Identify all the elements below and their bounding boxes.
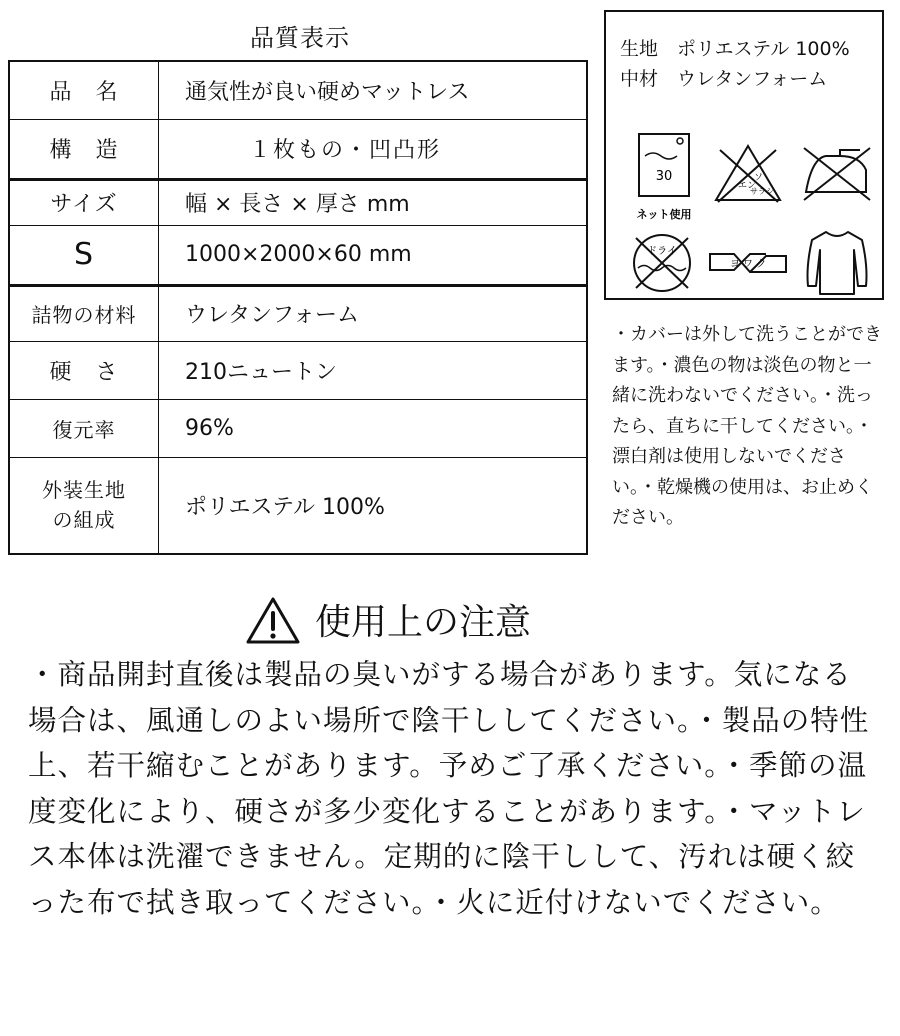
spec-label-hardness: 硬 さ: [9, 341, 159, 399]
spec-value-dimensions: 1000×2000×60 mm: [159, 225, 588, 285]
net-wash-caption: ネット使用: [636, 208, 692, 221]
quality-label-table: [8, 60, 588, 555]
no-dry-clean-icon: [626, 230, 698, 296]
spec-label-size: サイズ: [9, 179, 159, 225]
spec-label-recovery-rate: 復元率: [9, 399, 159, 457]
warning-icon: [245, 595, 301, 645]
caution-text: ・商品開封直後は製品の臭いがする場合があります。気になる場合は、風通しのよい場所で陰干ししてください。・製品の特性上、若干縮むことがあります。予めご了承ください。・季節の温度変化により、硬さが多少変化することがあります。・マットレス本体は洗濯できません。定期的に陰干しして、汚れは硬く絞った布で拭き取ってください。・火に近付けないでください。: [28, 658, 870, 919]
care-material-fabric: 生地 ポリエステル 100%: [620, 38, 850, 60]
table-row: [9, 119, 587, 179]
no-bleach-mark: ソ: [754, 173, 764, 183]
caution-title: 使用上の注意: [315, 602, 532, 643]
table-row: [9, 285, 587, 341]
table-row: [9, 225, 587, 285]
hang-dry-icon: [804, 226, 870, 298]
table-row: [9, 179, 587, 225]
spec-value-hardness: 210ニュートン: [159, 341, 588, 399]
spec-label-product-name: 品 名: [9, 61, 159, 119]
spec-value-recovery-rate: 96%: [159, 399, 588, 457]
spec-value-structure: １枚もの・凹凸形: [159, 119, 588, 179]
table-row: [9, 399, 587, 457]
net-wash-icon: [634, 132, 704, 224]
table-row: [9, 341, 587, 399]
spec-label-size-code: S: [9, 225, 159, 285]
table-row: [9, 61, 587, 119]
spec-label-structure: 構 造: [9, 119, 159, 179]
spec-value-size-format: 幅 × 長さ × 厚さ mm: [159, 179, 588, 225]
care-material-filling: 中材 ウレタンフォーム: [620, 68, 828, 90]
spec-label-line: の組成: [52, 508, 116, 533]
no-bleach-mark: エン: [738, 181, 757, 191]
spec-label-fabric-composition: [9, 457, 159, 554]
spec-label-line: 外装生地: [42, 478, 126, 503]
spec-value-fabric-composition: ポリエステル 100%: [159, 457, 588, 554]
no-bleach-mark: サラシ: [750, 187, 774, 196]
flat-dry-icon: [706, 246, 790, 280]
care-material-list: [620, 34, 850, 94]
quality-label-title: 品質表示: [250, 24, 350, 52]
no-bleach-icon: [712, 142, 784, 204]
net-wash-temp: 30: [655, 169, 673, 184]
flat-dry-mark: ヨ ワ ク: [729, 259, 767, 270]
table-row: [9, 457, 587, 554]
spec-label-filling: 詰物の材料: [9, 285, 159, 341]
care-note: ・カバーは外して洗うことができます。・濃色の物は淡色の物と一緒に洗わないでください。・洗ったら、直ちに干してください。・漂白剤は使用しないでください。・乾燥機の使用は、お止めください。: [612, 324, 882, 528]
care-label-box: [604, 10, 884, 300]
spec-value-product-name: 通気性が良い硬めマットレス: [159, 61, 588, 119]
spec-value-filling: ウレタンフォーム: [159, 285, 588, 341]
no-dry-clean-mark: ドライ: [647, 246, 677, 257]
no-iron-icon: [800, 142, 874, 204]
caution-heading: [245, 594, 531, 645]
